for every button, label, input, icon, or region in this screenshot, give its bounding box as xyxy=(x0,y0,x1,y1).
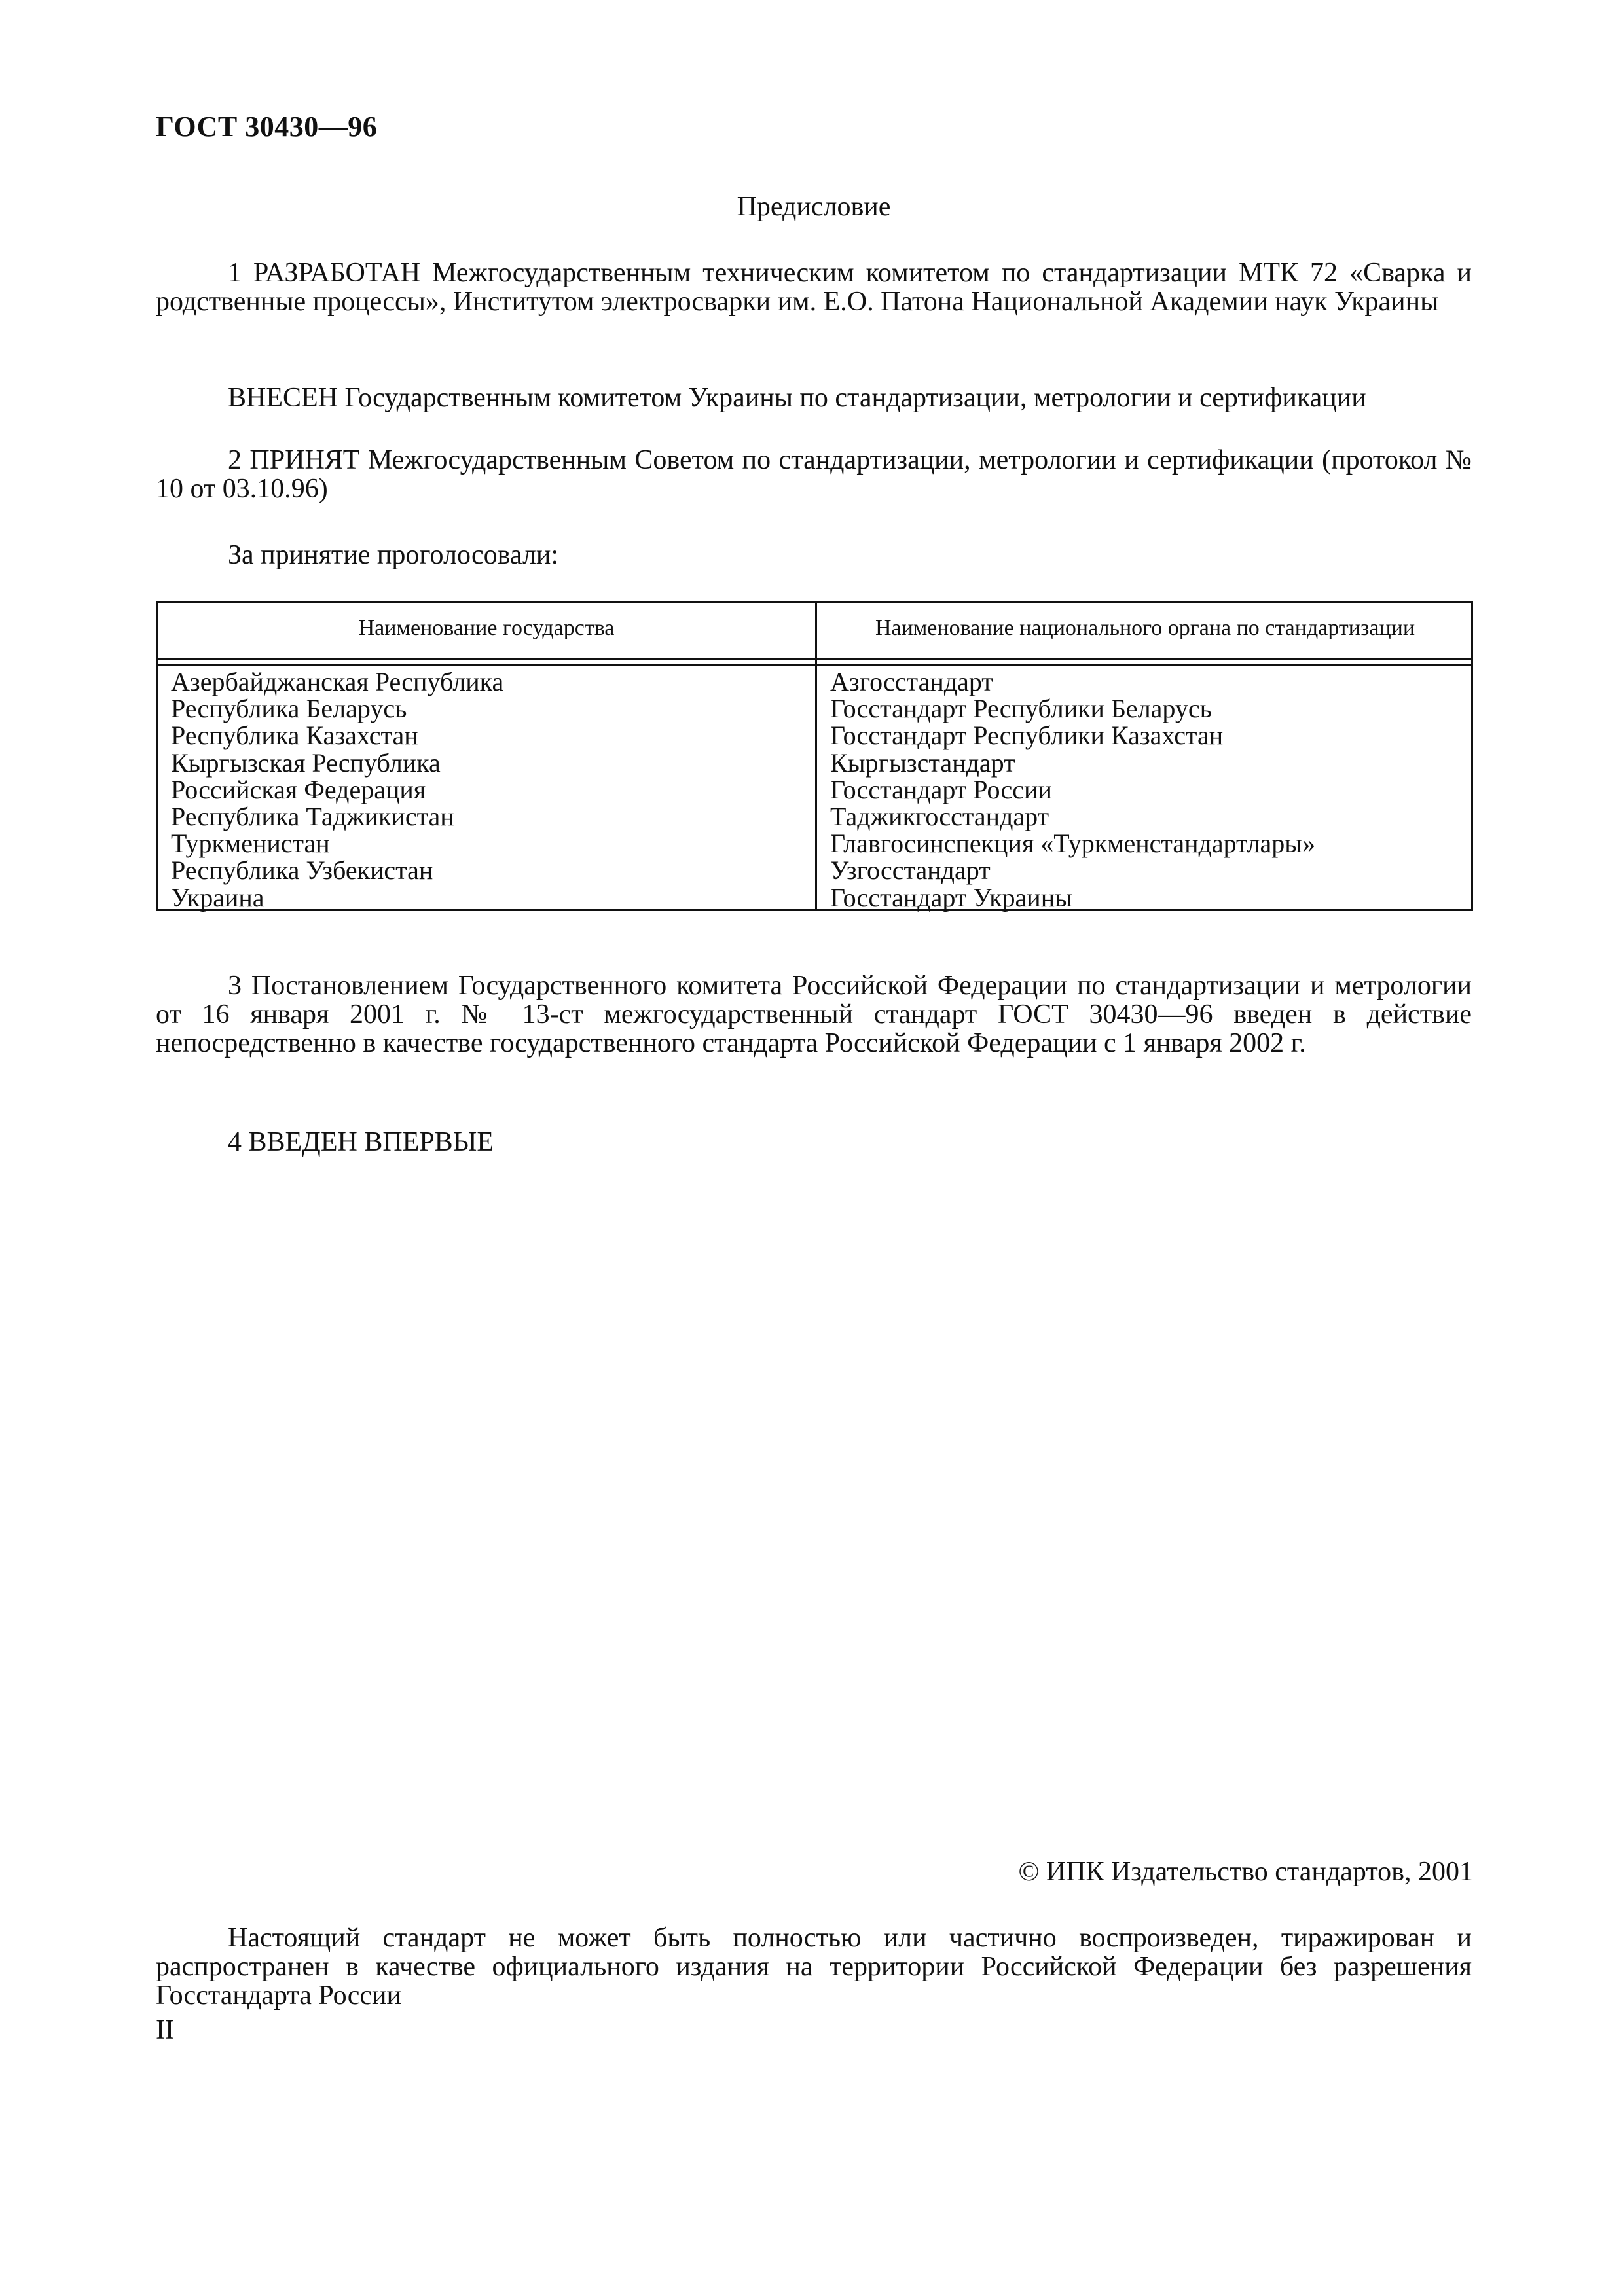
paragraph-first-introduced: 4 ВВЕДЕН ВПЕРВЫЕ xyxy=(228,1127,494,1157)
table-body xyxy=(158,668,1471,911)
paragraph-decree: 3 Постановлением Государственного комитета Российской Федерации по стандартизации и метрологии от 16 января 2001 г. № 13-ст межгосударственный стандарт ГОСТ 30430—96 введен в действие непосредственно в качестве государственного стандарта Российской Федерации с 1 января 2002 г. xyxy=(156,971,1472,1058)
paragraph-introduced: ВНЕСЕН Государственным комитетом Украины по стандартизации, метрологии и сертификации xyxy=(228,383,1366,413)
paragraph-voted-for: За принятие проголосовали: xyxy=(228,540,559,570)
table-cell-body: Главгосинспекция «Туркменстандартлары» xyxy=(830,829,1316,859)
table-cell-body: Госстандарт Украины xyxy=(830,882,1072,912)
table-cell-state: Украина xyxy=(171,882,264,912)
document-code: ГОСТ 30430—96 xyxy=(156,111,378,143)
table-cell-state: Республика Казахстан xyxy=(171,721,418,751)
table-row xyxy=(158,749,1471,776)
table-row xyxy=(158,803,1471,830)
table-cell-body: Азгосстандарт xyxy=(830,667,993,696)
table-row xyxy=(158,884,1471,911)
copyright-notice: © ИПК Издательство стандартов, 2001 xyxy=(1018,1857,1473,1887)
table-header-standards-body: Наименование национального органа по стандартизации xyxy=(875,616,1415,640)
paragraph-developed: 1 РАЗРАБОТАН Межгосударственным техническим комитетом по стандартизации МТК 72 «Сварка и родственные процессы», Институтом электросварки им. Е.О. Патона Национальной Академии наук Украины xyxy=(156,258,1472,317)
table-cell-state: Республика Узбекистан xyxy=(171,855,433,886)
table-row xyxy=(158,668,1471,695)
table-row xyxy=(158,722,1471,749)
table-cell-body: Таджикгосстандарт xyxy=(830,801,1049,831)
table-cell-body: Узгосстандарт xyxy=(830,855,991,886)
table-header-rule-double xyxy=(158,664,1471,666)
table-cell-body: Кыргызстандарт xyxy=(830,747,1015,778)
table-cell-body: Госстандарт Республики Беларусь xyxy=(830,694,1212,724)
table-cell-state: Республика Таджикистан xyxy=(171,801,454,831)
table-row xyxy=(158,695,1471,722)
table-cell-body: Госстандарт Республики Казахстан xyxy=(830,721,1224,751)
table-row xyxy=(158,857,1471,884)
table-cell-state: Азербайджанская Республика xyxy=(171,667,504,696)
table-header-rule xyxy=(158,658,1471,660)
table-row xyxy=(158,830,1471,857)
voting-table xyxy=(156,601,1473,911)
section-title: Предисловие xyxy=(737,192,891,222)
page-number: II xyxy=(156,2015,174,2045)
table-header-state: Наименование государства xyxy=(358,616,615,640)
table-row xyxy=(158,776,1471,803)
reproduction-notice: Настоящий стандарт не может быть полностью или частично воспроизведен, тиражирован и распространен в качестве официального издания на территории Российской Федерации без разрешения Госстандарта России xyxy=(156,1923,1472,2011)
table-cell-state: Российская Федерация xyxy=(171,774,426,804)
table-cell-state: Кыргызская Республика xyxy=(171,747,441,778)
table-cell-state: Республика Беларусь xyxy=(171,694,407,724)
table-cell-state: Туркменистан xyxy=(171,829,330,859)
table-cell-body: Госстандарт России xyxy=(830,774,1052,804)
paragraph-adopted: 2 ПРИНЯТ Межгосударственным Советом по стандартизации, метрологии и сертификации (протокол № 10 от 03.10.96) xyxy=(156,445,1472,504)
